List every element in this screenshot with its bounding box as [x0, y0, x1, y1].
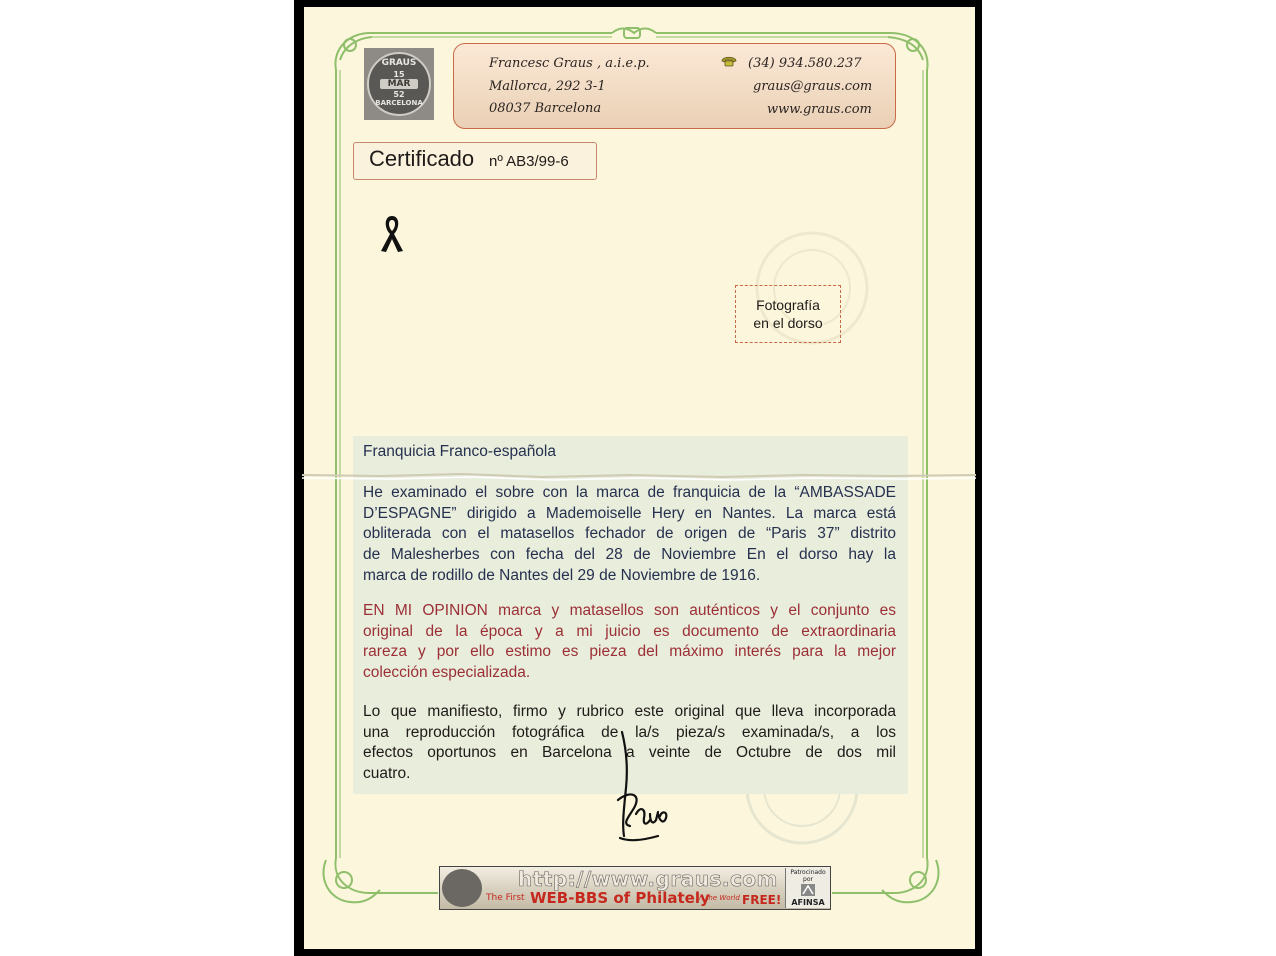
banner-suffix: in the World [697, 894, 740, 902]
issuer-website: www.graus.com [767, 102, 872, 117]
seal-year: 52 [393, 90, 405, 99]
telephone-icon [720, 53, 738, 67]
banner-free: FREE! [742, 893, 782, 907]
photo-note-line2: en el dorso [753, 315, 823, 331]
certificate-number: nº AB3/99-6 [489, 153, 569, 170]
examination-line: He examinado el sobre con la marca de franquicia de la “AMBASSADE [363, 484, 896, 501]
opinion-line: rareza y por ello estimo es pieza del máximo interés para la mejor [363, 643, 896, 661]
attestation-line: una reproducción fotográfica de la/s pieza/s examinada/s, a los [363, 723, 896, 741]
afinsa-logo-icon [800, 883, 816, 897]
opinion-line-rest: marca y matasellos son auténticos y el conjunto es [487, 602, 897, 619]
graus-seal-logo [364, 48, 434, 120]
seal-ring [367, 52, 431, 116]
issuer-phone: (34) 934.580.237 [748, 56, 862, 71]
examination-paragraph [363, 483, 896, 587]
issuer-postal: 08037 Barcelona [489, 101, 602, 116]
examination-line: de Malesherbes con fecha del 28 de Noviembre En el dorso hay la [363, 546, 896, 564]
issuer-email: graus@graus.com [753, 79, 873, 94]
photo-note-box [735, 285, 841, 343]
banner-prefix: The First [486, 893, 525, 903]
paper-fold-line [302, 470, 976, 484]
opinion-line: original de la época y a mi juicio es documento de extraordinaria [363, 622, 896, 640]
attestation-line: cuatro. [363, 765, 411, 783]
attestation-line: Lo que manifiesto, firmo y rubrico este original que lleva incorporada [363, 703, 896, 720]
opinion-paragraph [363, 601, 896, 684]
banner-graus-logo [442, 869, 482, 907]
website-banner[interactable] [439, 866, 831, 910]
opinion-lead: EN MI OPINION [363, 602, 488, 619]
examination-line: D’ESPAGNE” dirigido a Mademoiselle Hery en Nantes. La marca está [363, 504, 896, 522]
sponsor-by: por [803, 876, 813, 883]
mourning-ribbon-icon [378, 214, 406, 254]
seal-day: 15 [393, 70, 405, 79]
banner-url[interactable]: http://www.graus.com [518, 867, 778, 891]
examination-line: obliterada con el matasellos fechador de origen de “Paris 37” distrito [363, 525, 896, 543]
issuer-name: Francesc Graus , a.i.e.p. [489, 56, 650, 71]
opinion-line [363, 601, 896, 622]
sponsor-label: Patrocinado [790, 869, 826, 876]
sponsor-badge [785, 868, 830, 908]
examination-line: marca de rodillo de Nantes del 29 de Noviembre de 1916. [363, 566, 761, 584]
seal-month: MAR [380, 79, 418, 89]
certificate-subject: Franquicia Franco-española [363, 443, 556, 460]
opinion-line: colección especializada. [363, 664, 531, 682]
seal-top-text: GRAUS [381, 58, 417, 68]
photo-note-line1: Fotografía [756, 297, 820, 313]
certificate-title: Certificado [369, 146, 475, 171]
issuer-street: Mallorca, 292 3-1 [489, 79, 606, 94]
sponsor-name: AFINSA [791, 898, 825, 907]
seal-city: BARCELONA [375, 99, 423, 107]
banner-slogan: WEB-BBS of Philately [530, 889, 710, 907]
attestation-line: efectos oportunos en Barcelona a veinte de Octubre de dos mil [363, 744, 896, 762]
handwritten-signature [600, 728, 680, 846]
